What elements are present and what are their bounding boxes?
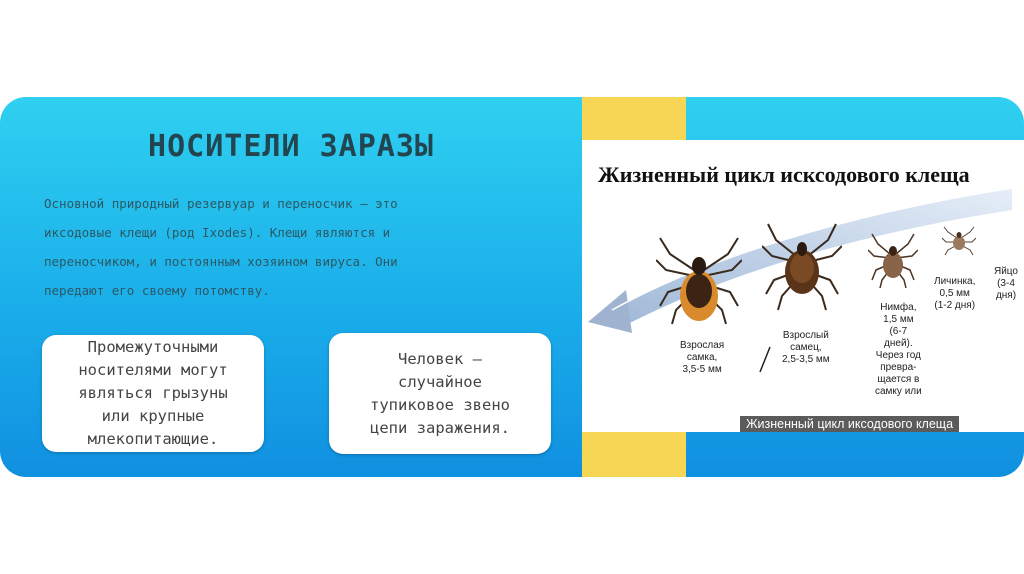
label-line: (3-4 bbox=[997, 278, 1015, 289]
label-line: 0,5 мм bbox=[939, 288, 970, 299]
note-line: Человек – bbox=[397, 349, 482, 368]
nymph-tick-icon bbox=[868, 230, 918, 290]
label-line: 2,5-3,5 мм bbox=[782, 354, 830, 365]
note-line: случайное bbox=[397, 372, 482, 391]
label-line: (6-7 bbox=[889, 326, 908, 337]
nymph-label bbox=[875, 302, 922, 398]
slide-title: НОСИТЕЛИ ЗАРАЗЫ bbox=[148, 129, 434, 164]
note-line: или крупные bbox=[101, 407, 205, 425]
paragraph-line: иксодовые клещи (род Ixodes). Клещи являются и bbox=[44, 225, 391, 240]
description-paragraph bbox=[44, 189, 484, 305]
note-line: являться грызуны bbox=[78, 384, 228, 402]
label-line: дня) bbox=[995, 290, 1017, 301]
label-line: 3,5-5 мм bbox=[682, 364, 722, 375]
label-line: Яйцо bbox=[994, 266, 1018, 277]
text-panel bbox=[0, 97, 582, 477]
yellow-accent-top bbox=[582, 97, 686, 140]
larva-label bbox=[934, 276, 975, 312]
male-label bbox=[782, 330, 830, 366]
label-line: Через год bbox=[875, 350, 921, 361]
adult-male-tick-icon bbox=[762, 216, 842, 314]
label-line: Взрослая bbox=[680, 340, 725, 351]
image-panel bbox=[582, 97, 1024, 477]
yellow-accent-bottom bbox=[582, 432, 686, 477]
image-caption: Жизненный цикл иксодового клеща bbox=[740, 416, 959, 432]
separator-line bbox=[760, 347, 770, 372]
label-line: самка, bbox=[686, 352, 718, 363]
arrow-head bbox=[588, 290, 632, 333]
label-line: Взрослый bbox=[782, 330, 829, 341]
label-line: 1,5 мм bbox=[883, 314, 914, 325]
label-line: превра- bbox=[880, 362, 917, 373]
female-label bbox=[680, 340, 724, 376]
note-line: Промежуточными bbox=[87, 338, 219, 356]
note-line: тупиковое звено bbox=[370, 395, 510, 414]
paragraph-line: передают его своему потомству. bbox=[44, 283, 270, 298]
infographic-title: Жизненный цикл исксодового клеща bbox=[598, 162, 970, 187]
note-line: цепи заражения. bbox=[370, 418, 510, 437]
tick-life-cycle-image bbox=[582, 140, 1024, 432]
note-line: млекопитающие. bbox=[87, 430, 219, 448]
note-line: носителями могут bbox=[78, 361, 228, 379]
paragraph-line: переносчиком, и постоянным хозяином вируса. Они bbox=[44, 254, 398, 269]
label-line: щается в bbox=[877, 374, 920, 385]
label-line: (1-2 дня) bbox=[934, 300, 976, 311]
intermediate-carriers-note bbox=[42, 335, 264, 452]
label-line: самку или bbox=[875, 386, 922, 397]
label-line: дней). bbox=[884, 338, 913, 349]
label-line: Личинка, bbox=[934, 276, 976, 287]
content-card bbox=[0, 97, 1024, 477]
paragraph-line: Основной природный резервуар и переносчик — это bbox=[44, 196, 398, 211]
human-dead-end-note bbox=[329, 333, 551, 454]
egg-label bbox=[994, 266, 1018, 302]
larva-tick-icon bbox=[942, 226, 976, 256]
adult-female-tick-icon bbox=[656, 226, 742, 330]
label-line: самец, bbox=[790, 342, 822, 353]
label-line: Нимфа, bbox=[880, 302, 917, 313]
